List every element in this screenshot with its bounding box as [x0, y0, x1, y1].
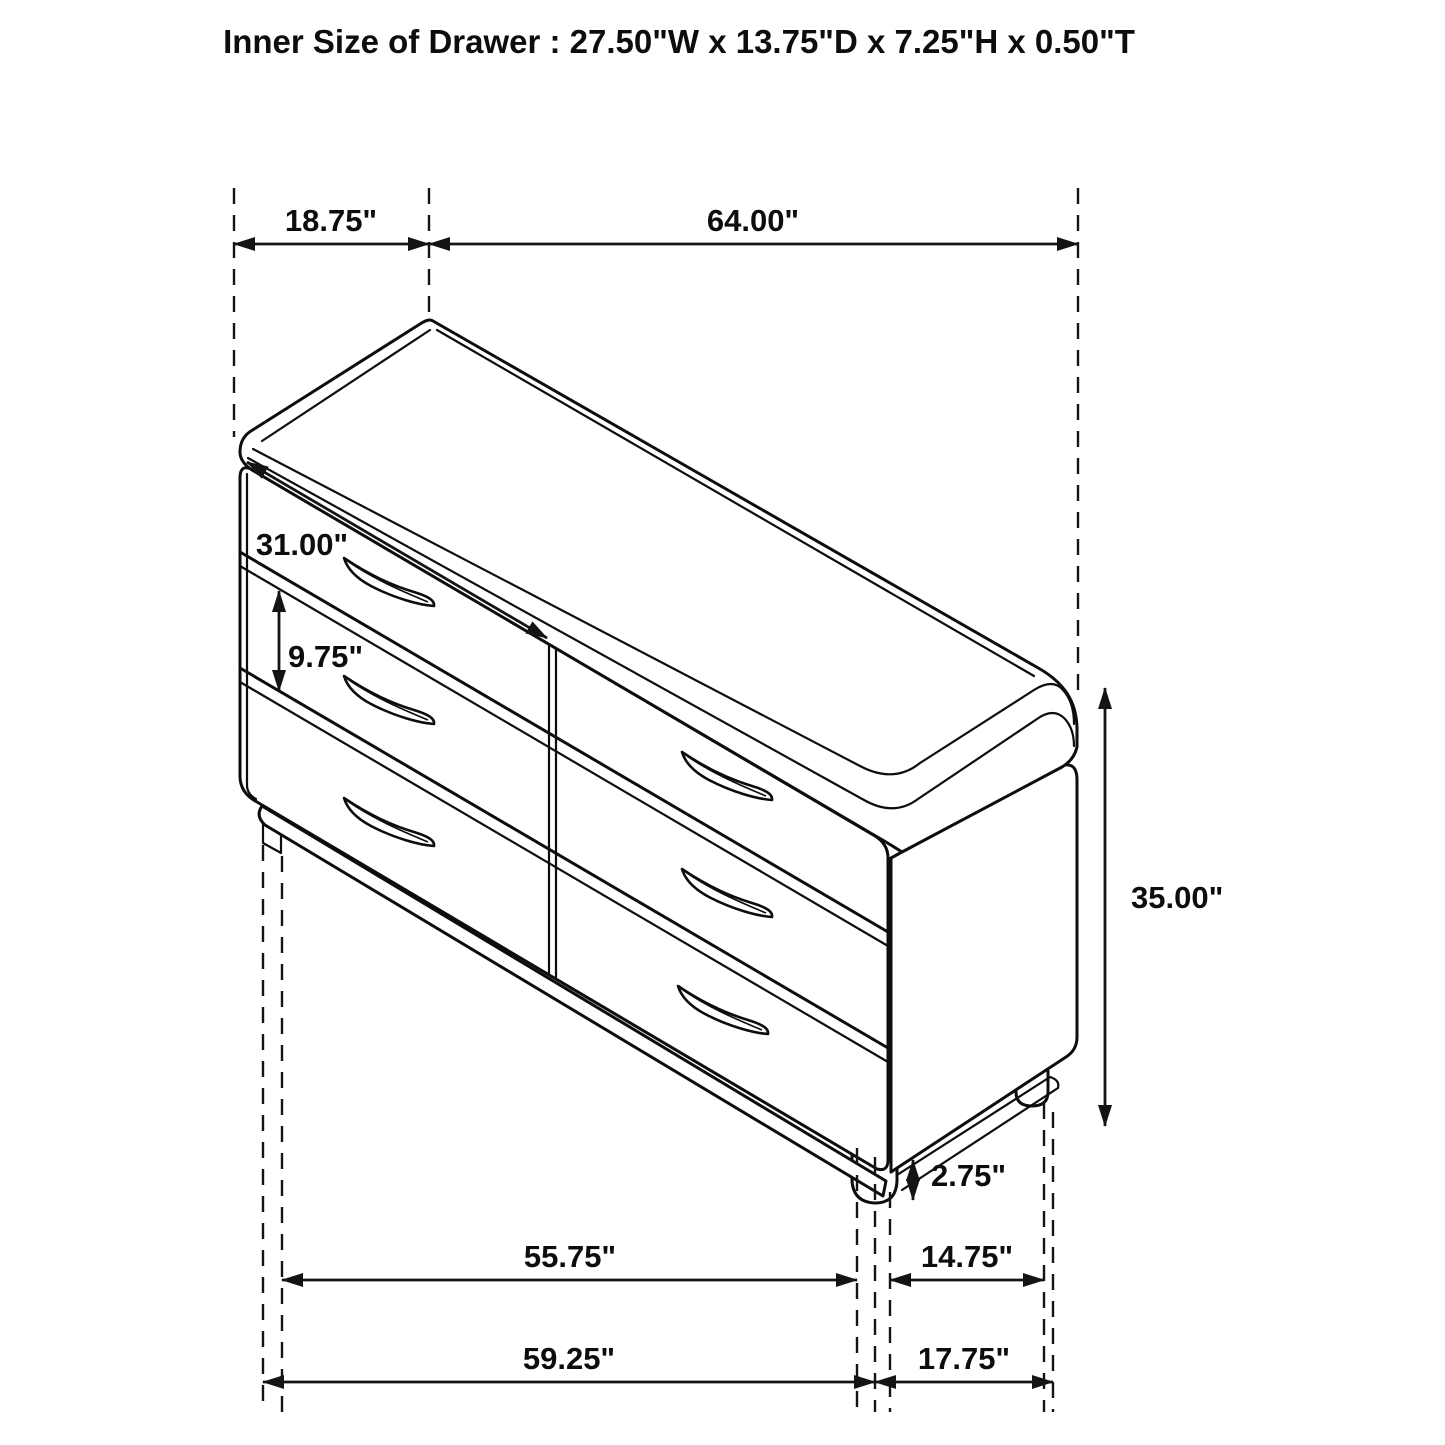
dim-label-base-height: 2.75" — [931, 1158, 1007, 1193]
dim-label-top-width: 64.00" — [706, 203, 800, 238]
dim-label-drawer-front-height: 9.75" — [288, 639, 364, 674]
dresser-drawing — [240, 320, 1077, 1203]
dim-label-drawer-front-width: 31.00" — [255, 527, 349, 562]
dim-label-bottom-front-width: 55.75" — [523, 1239, 617, 1274]
dim-label-base-front-width: 59.25" — [522, 1341, 616, 1376]
dim-label-overall-height: 35.00" — [1131, 880, 1224, 915]
diagram-title: Inner Size of Drawer : 27.50"W x 13.75"D x 7.25"H x 0.50"T — [223, 23, 1135, 60]
dim-label-base-side-depth: 17.75" — [917, 1341, 1011, 1376]
dim-label-bottom-side-depth: 14.75" — [920, 1239, 1014, 1274]
dim-label-top-depth: 18.75" — [284, 203, 378, 238]
